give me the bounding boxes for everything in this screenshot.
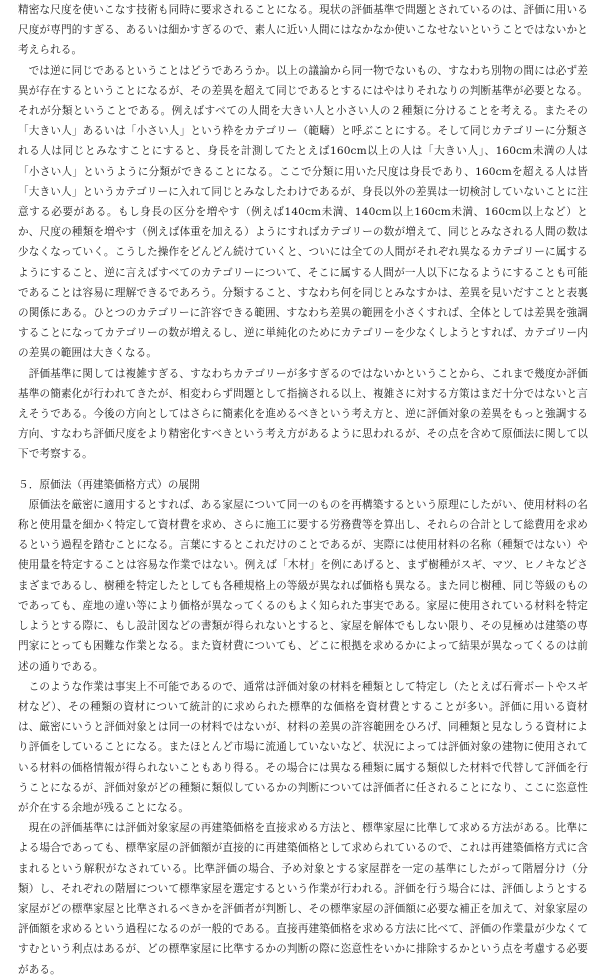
body-paragraph: このような作業は事実上不可能であるので、通常は評価対象の材料を種類として特定し（たとえば石膏ボートやスギ材など）、その種類の資材について統計的に求められた標準的な価格を資材費とすることが多い。評価に用いる資材は、厳密にいうと評価対象とは同一の材料ではないが、材料の差異の許容範囲をひろげ、同種類と見なしうる資材により評価をしていることになる。またほとんど市場に流通していないなど、状況によっては評価対象の建物に使用されている材料の価格情報が得られないこともあり得る。その場合には異なる種類に属する類似した材料で代替して評価を行うことになるが、評価対象がどの種類に類似しているかの判断については評価者に任されることになり、ここに恣意性が介在する余地が残ることになる。 — [18, 680, 588, 814]
body-paragraph: 精密な尺度を使いこなす技術も同時に要求されることになる。現状の評価基準で問題とされているのは、評価に用いる尺度が専門的すぎる、あるいは細かすぎるので、素人に近い人間にはなかなか使いこなせないということではないかと考えられる。 — [18, 4, 588, 57]
body-paragraph: 評価基準に関しては複雑すぎる、すなわちカテゴリーが多すぎるのではないかということから、これまで幾度か評価基準の簡素化が行われてきたが、相変わらず問題として指摘される以上、複雑さに対する方策はまだ十分ではないと言えそうである。今後の方向としてはさらに簡素化を進めるべきという考え方と、逆に評価対象の差異をもっと強調する方向、すなわち評価尺度をより精密化すべきという考え方があるように思われるが、その点を含めて原価法に関して以下で考察する。 — [18, 367, 588, 461]
body-paragraph: では逆に同じであるということはどうであろうか。以上の議論から同一物でないもの、すなわち別物の間には必ず差異が存在するということになるが、その差異を超えて同じであるとするにはやはりそれなりの判断基準が必要となる。それが分類ということである。例えばすべての人間を大きい人と小さい人の２種類に分けることを考える。またその「大きい人」あるいは「小さい人」という枠をカテゴリー（範疇）と呼ぶことにする。そして同じカテゴリーに分類される人は同じとみなすことにすると、身長を計測してたとえば160cm以上の人は「大きい人」、160cm未満の人は「小さい人」というように分類ができることになる。ここで分類に用いた尺度は身長であり、160cmを超える人は皆「大きい人」というカテゴリーに入れて同じとみなしたわけであるが、身長以外の差異は一切検討していないことに注意する必要がある。もし身長の区分を増やす（例えば140cm未満、140cm以上160cm未満、160cm以上など）とか、尺度の種類を増やす（例えば体重を加える）ようにすればカテゴリーの数が増えて、同じとみなされる人間の数は少なくなっていく。こうした操作をどんどん続けていくと、ついには全ての人間がそれぞれ異なるカテゴリーに属するようにすること、逆に言えばすべてのカテゴリーについて、そこに属する人間が一人以下になるようにすることも可能であることは容易に理解できるであろう。分類すること、すなわち何を同じとみなすかは、差異を見いだすことと表裏の関係にある。ひとつのカテゴリーに許容できる範囲、すなわち差異の範囲を小さくすれば、全体としては差異を強調することになってカテゴリーの数が増えるし、逆に単純化のためにカテゴリーを少なくしようとすれば、カテゴリー内の差異の範囲は大きくなる。 — [18, 64, 588, 360]
body-paragraph: 原価法を厳密に適用するとすれば、ある家屋について同一のものを再構築するという原理にしたがい、使用材料の名称と使用量を細かく特定して資材費を求め、さらに施工に要する労務費等を算出し、それらの合計として総費用を求めるという過程を踏むことになる。言葉にするとこれだけのことであるが、実際には使用材料の名称（種類ではない）や使用量を特定することは容易な作業ではない。例えば「木材」を例にあげると、まず樹種がスギ、マツ、ヒノキなどさまざまであるし、樹種を特定したとしても各種規格上の等級が異なれば価格も異なる。また同じ樹種、同じ等級のものであっても、産地の違い等により価格が異なってくるのもよく知られた事実である。家屋に使用されている材料を特定しようとする際に、もし設計図などの書類が得られないとすると、家屋を解体でもしない限り、その見極めは建築の専門家にとっても困難な作業となる。また資材費についても、どこに根拠を求めるかによって結果が異なってくるのは前述の通りである。 — [18, 498, 588, 673]
body-paragraph: 現在の評価基準には評価対象家屋の再建築価格を直接求める方法と、標準家屋に比準して求める方法がある。比準による場合であっても、標準家屋の評価額が直接的に再建築価格として求められているので、これは再建築価格方式に含まれるという解釈がなされている。比準評価の場合、予め対象とする家屋群を一定の基準にしたがって階層分け（分類）し、それぞれの階層について標準家屋を選定するという作業が行われる。評価を行う場合には、評価しようとする家屋がどの標準家屋と比準されるべきかを評価者が判断し、その標準家屋の評価額に必要な補正を加えて、対象家屋の評価額を求めるという過程になるのが一般的である。直接再建築価格を求める方法に比べて、評価の作業量が少なくてすむという利点はあるが、どの標準家屋に比準するかの判断の際に恣意性をいかに排除するかという点を考慮する必要がある。 — [18, 822, 588, 976]
section-heading: ５．原価法（再建築価格方式）の展開 — [18, 478, 200, 491]
